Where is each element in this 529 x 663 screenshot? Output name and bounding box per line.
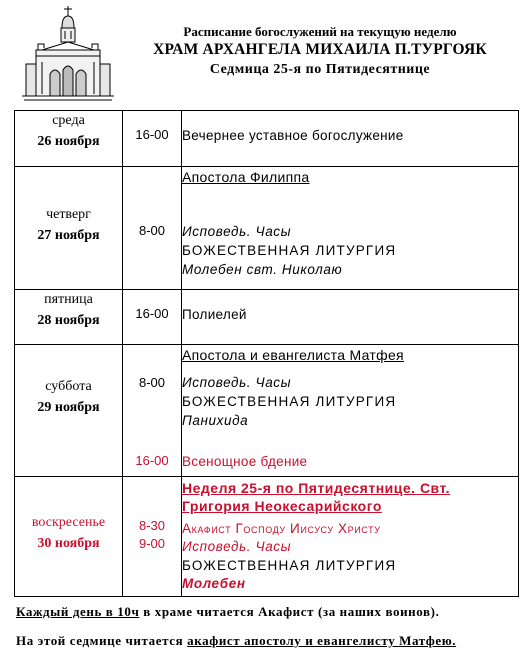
service-time: 16-00 [135, 453, 169, 468]
service-cell [182, 167, 519, 290]
service-item: Молебен свт. Николаю [182, 262, 343, 277]
day-cell [15, 345, 123, 477]
footer-daily-time: Каждый день в 10ч [16, 604, 140, 619]
day-date: 28 ноября [37, 313, 100, 328]
schedule-row-sunday [15, 477, 519, 597]
service-cell [182, 345, 519, 477]
schedule-row-friday [15, 290, 519, 345]
day-name: пятница [44, 292, 93, 307]
service-item: Вечернее уставное богослужение [182, 128, 404, 143]
service-item: Всенощное бдение [182, 454, 308, 469]
service-item: БОЖЕСТВЕННАЯ ЛИТУРГИЯ [182, 394, 397, 409]
header-subtitle: Расписание богослужений на текущую неделю [183, 24, 457, 39]
service-item: БОЖЕСТВЕННАЯ ЛИТУРГИЯ [182, 243, 397, 258]
day-name: четверг [46, 207, 91, 222]
service-time: 16-00 [135, 306, 169, 321]
day-name: среда [52, 113, 85, 128]
church-icon [22, 4, 114, 104]
schedule-row-wednesday [15, 111, 519, 167]
footer-note-daily [16, 604, 439, 620]
feast-title: Апостола Филиппа [182, 169, 310, 185]
footer-week-text: На этой седмице читается [16, 633, 188, 648]
feast-title: Апостола и евангелиста Матфея [182, 347, 404, 363]
footer-note-week [16, 633, 456, 649]
service-time: 8-00 [138, 375, 166, 390]
header [0, 0, 529, 108]
service-cell [182, 477, 519, 597]
schedule-row-saturday [15, 345, 519, 477]
week-title: Седмица 25-я по Пятидесятнице [209, 62, 431, 77]
footer-daily-text: в храме читается Акафист (за наших воинов). [139, 604, 440, 619]
day-date: 27 ноября [37, 228, 100, 243]
time-cell [123, 290, 182, 345]
service-item: Полиелей [182, 307, 247, 322]
schedule-table [14, 110, 519, 597]
service-item: Молебен [182, 576, 246, 591]
service-time: 8-00 [138, 223, 166, 238]
church-name: ХРАМ АРХАНГЕЛА МИХАИЛА П.ТУРГОЯК [153, 41, 487, 58]
day-cell [15, 477, 123, 597]
footer-week-akathist: акафист апостолу и евангелисту Матфею. [187, 633, 457, 648]
service-item: Исповедь. Часы [182, 375, 292, 390]
service-cell [182, 290, 519, 345]
service-time: 8-30 [138, 518, 166, 533]
day-date: 29 ноября [37, 400, 100, 415]
service-time: 9-00 [138, 536, 166, 551]
day-name: воскресенье [31, 515, 106, 530]
day-cell [15, 111, 123, 167]
day-name: суббота [45, 379, 92, 394]
feast-title: Неделя 25-я по Пятидесятнице. Свт. Григория Неокесарийского [182, 480, 450, 514]
time-cell [123, 111, 182, 167]
service-item: Исповедь. Часы [182, 224, 292, 239]
service-item: Панихида [182, 413, 249, 428]
time-cell [123, 167, 182, 290]
schedule-row-thursday [15, 167, 519, 290]
day-date: 26 ноября [37, 134, 100, 149]
time-cell [123, 345, 182, 477]
day-cell [15, 290, 123, 345]
day-date: 30 ноября [37, 536, 100, 551]
day-cell [15, 167, 123, 290]
service-item: Акафист Господу Иисусу Христу [182, 521, 381, 536]
time-cell [123, 477, 182, 597]
service-cell [182, 111, 519, 167]
service-item: Исповедь. Часы [182, 539, 292, 554]
service-time: 16-00 [135, 127, 169, 142]
service-item: БОЖЕСТВЕННАЯ ЛИТУРГИЯ [182, 558, 397, 573]
